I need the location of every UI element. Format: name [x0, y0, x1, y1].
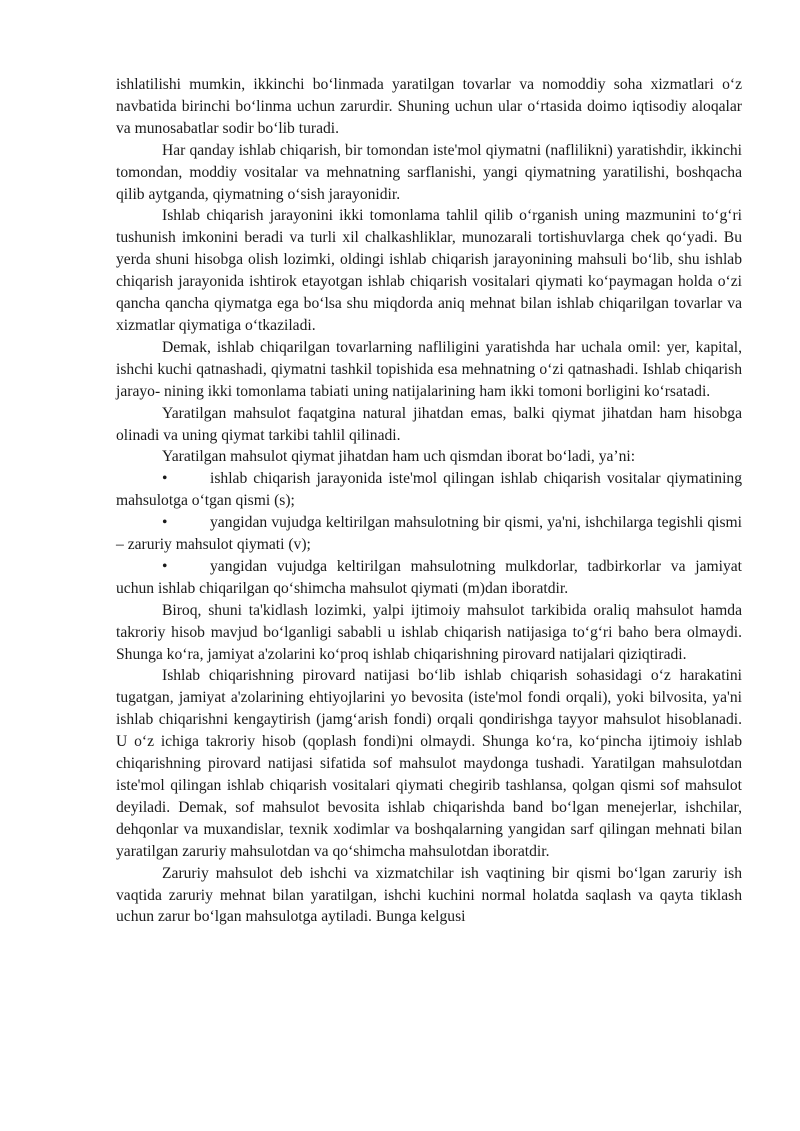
paragraph: Demak, ishlab chiqarilgan tovarlarning nafliligini yaratishda har uchala omil: yer, kapital, ishchi kuchi qatnashadi, qiymatni tashkil topishida esa mehnatning o‘zi qatnashadi. Ishlab chiqarish jarayo- nining ikki tomonlama tabiati uning natijalarining ham ikki tomoni borligini ko‘rsatadi. — [116, 338, 742, 400]
paragraph: Yaratilgan mahsulot faqatgina natural jihatdan emas, balki qiymat jihatdan ham hisobga olinadi va uning qiymat tarkibi tahlil qilinadi. — [116, 404, 742, 444]
bullet-item — [116, 556, 742, 600]
paragraph: Har qanday ishlab chiqarish, bir tomondan iste'mol qiymatni (naflilikni) yaratishdir, ikkinchi tomondan, moddiy vositalar va mehnatning sarflanishi, yangi qiymatning yaratilishi, boshqacha qilib aytganda, qiymatning o‘sish jarayonidir. — [116, 141, 742, 203]
bullet-text: ishlab chiqarish jarayonida iste'mol qilingan ishlab chiqarish vositalar qiymatining mahsulotga o‘tgan qismi (s); — [116, 470, 742, 510]
bullet-text: yangidan vujudga keltirilgan mahsulotning mulkdorlar, tadbirkorlar va jamiyat uchun ishlab chiqarilgan qo‘shimcha mahsulot qiymati (m)dan iboratdir. — [116, 557, 742, 597]
paragraph: Yaratilgan mahsulot qiymat jihatdan ham uch qismdan iborat bo‘ladi, ya’ni: — [162, 448, 636, 466]
paragraph: Ishlab chiqarishning pirovard natijasi bo‘lib ishlab chiqarish sohasidagi o‘z harakatini tugatgan, jamiyat a'zolarining ehtiyojlarini yo bevosita (iste'mol fondi orqali), yoki bilvosita, ya'ni ishlab chiqarishni kengaytirish (jamg‘arish fondi) orqali qondirishga tayyor mahsulot hisoblanadi. U o‘z ichiga takroriy hisob (qoplash fondi)ni olmaydi. Shunga ko‘ra, ko‘pincha ijtimoiy ishlab chiqarishning pirovard natijasi sifatida sof mahsulot maydonga tushadi. Yaratilgan mahsulotdan iste'mol qilingan ishlab chiqarish vositalari qiymati chegirib tashlansa, qolgan qismi sof mahsulot deyiladi. Demak, sof mahsulot bevosita ishlab chiqarishda band bo‘lgan menejerlar, ishchilar, dehqonlar va muxandislar, texnik xodimlar va boshqalarning yangidan sarf qilingan mehnati bilan yaratilgan zaruriy mahsulotdan va qo‘shimcha mahsulotdan iboratdir. — [116, 667, 742, 860]
paragraph: Zaruriy mahsulot deb ishchi va xizmatchilar ish vaqtining bir qismi bo‘lgan zaruriy ish vaqtida zaruriy mehnat bilan yaratilgan, ishchi kuchini normal holatda saqlash va qayta tiklash uchun zarur bo‘lgan mahsulotga aytiladi. Bunga kelgusi — [116, 864, 742, 926]
bullet-icon: • — [162, 470, 168, 488]
bullet-item — [116, 512, 742, 556]
paragraph: Biroq, shuni ta'kidlash lozimki, yalpi ijtimoiy mahsulot tarkibida oraliq mahsulot hamda takroriy hisob mavjud bo‘lganligi sababli u ishlab chiqarish natijasiga to‘g‘ri baho bera olmaydi. Shunga ko‘ra, jamiyat a'zolarini ko‘proq ishlab chiqarishning pirovard natijalari qiziqtiradi. — [116, 601, 742, 663]
bullet-icon: • — [162, 557, 168, 575]
paragraph: Ishlab chiqarish jarayonini ikki tomonlama tahlil qilib o‘rganish uning mazmunini to‘g‘ri tushunish imkonini beradi va turli xil chalkashliklar, munozarali tortishuvlarga chek qo‘yadi. Bu yerda shuni hisobga olish lozimki, oldingi ishlab chiqarish jarayonining mahsuli bo‘lib, shu ishlab chiqarish jarayonida ishtirok etayotgan ishlab chiqarish vositalari qiymati ko‘paymagan holda o‘zi qancha qancha qiymatga ega bo‘lsa shu miqdorda aniq mehnat bilan ishlab chiqarilgan tovarlar va xizmatlar qiymatiga o‘tkaziladi. — [116, 207, 742, 334]
bullet-text: yangidan vujudga keltirilgan mahsulotning bir qismi, ya'ni, ishchilarga tegishli qismi – zaruriy mahsulot qiymati (v); — [116, 514, 742, 554]
paragraph: ishlatilishi mumkin, ikkinchi bo‘linmada yaratilgan tovarlar va nomoddiy soha xizmatlari o‘z navbatida birinchi bo‘linma uchun zarurdir. Shuning uchun ular o‘rtasida doimo iqtisodiy aloqalar va munosabatlar sodir bo‘lib turadi. — [116, 76, 742, 137]
document-page — [116, 74, 742, 928]
bullet-item — [116, 468, 742, 512]
bullet-icon: • — [162, 514, 168, 532]
